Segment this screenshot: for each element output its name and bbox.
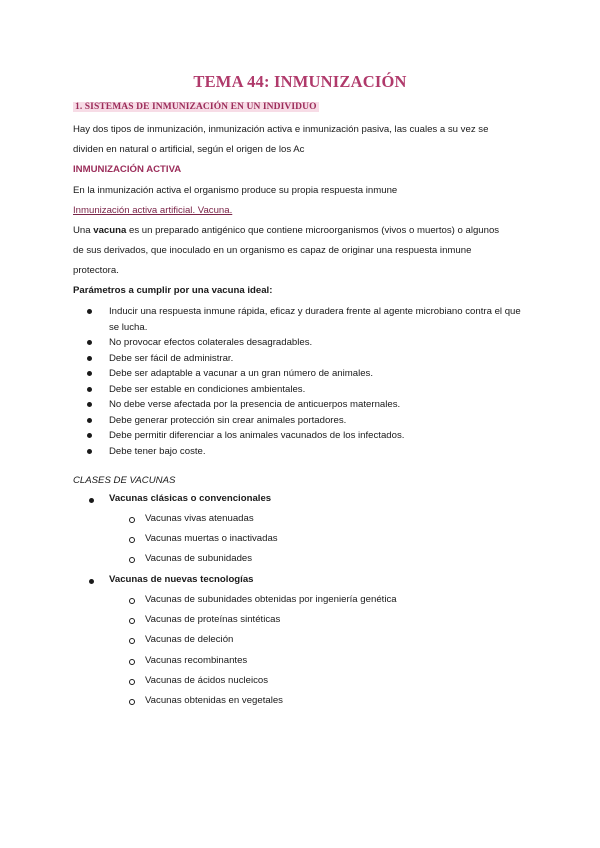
bullet-icon xyxy=(87,371,92,376)
vacuna-definition-line-2: de sus derivados, que inoculado en un organismo es capaz de originar una respuesta inmune xyxy=(73,245,472,256)
definition-rest: es un preparado antigénico que contiene microorganismos (vivos o muertos) o algunos xyxy=(126,225,500,236)
bullet-icon xyxy=(89,498,94,503)
intro-line-2: dividen en natural o artificial, según el origen de los Ac xyxy=(73,144,305,155)
clases-group-1-item: Vacunas muertas o inactivadas xyxy=(145,533,278,544)
definition-prefix: Una xyxy=(73,225,94,236)
vacuna-definition-line-3: protectora. xyxy=(73,265,119,276)
bullet-icon xyxy=(87,356,92,361)
vacuna-definition-line-1 xyxy=(73,225,499,236)
bullet-icon xyxy=(87,340,92,345)
circle-bullet-icon xyxy=(129,598,135,604)
activa-heading: INMUNIZACIÓN ACTIVA xyxy=(73,164,182,175)
intro-line-1: Hay dos tipos de inmunización, inmunización activa e inmunización pasiva, las cuales a su vez se xyxy=(73,124,489,135)
clases-group-1-item: Vacunas de subunidades xyxy=(145,553,253,564)
list-item: Debe permitir diferenciar a los animales vacunados de los infectados. xyxy=(73,428,533,444)
activa-text: En la inmunización activa el organismo produce su propia respuesta inmune xyxy=(73,185,398,196)
clases-group-2-item: Vacunas de subunidades obtenidas por ingeniería genética xyxy=(145,594,397,605)
circle-bullet-icon xyxy=(129,659,135,665)
list-item: Debe tener bajo coste. xyxy=(73,444,533,460)
bullet-icon xyxy=(87,418,92,423)
clases-group-2-item: Vacunas de deleción xyxy=(145,634,234,645)
clases-heading: CLASES DE VACUNAS xyxy=(73,475,176,486)
clases-group-2-item: Vacunas de proteínas sintéticas xyxy=(145,614,281,625)
bullet-icon xyxy=(87,309,92,314)
clases-group-2-item: Vacunas de ácidos nucleicos xyxy=(145,675,269,686)
circle-bullet-icon xyxy=(129,638,135,644)
page-title: TEMA 44: INMUNIZACIÓN xyxy=(193,72,407,91)
bullet-icon xyxy=(87,449,92,454)
bullet-icon xyxy=(87,433,92,438)
list-item: Debe generar protección sin crear animales portadores. xyxy=(73,413,533,429)
list-item: Debe ser fácil de administrar. xyxy=(73,351,533,367)
bullet-icon xyxy=(87,402,92,407)
clases-group-2-item: Vacunas obtenidas en vegetales xyxy=(145,695,283,706)
clases-group-2-label: Vacunas de nuevas tecnologías xyxy=(109,574,254,585)
clases-group-1-item: Vacunas vivas atenuadas xyxy=(145,513,254,524)
parametros-list xyxy=(73,304,533,459)
parametros-heading: Parámetros a cumplir por una vacuna ideal: xyxy=(73,285,273,296)
list-item: No debe verse afectada por la presencia de anticuerpos maternales. xyxy=(73,397,533,413)
circle-bullet-icon xyxy=(129,679,135,685)
bullet-icon xyxy=(89,579,94,584)
clases-group-1-label: Vacunas clásicas o convencionales xyxy=(109,493,272,504)
circle-bullet-icon xyxy=(129,699,135,705)
circle-bullet-icon xyxy=(129,537,135,543)
list-item: Debe ser adaptable a vacunar a un gran número de animales. xyxy=(73,366,533,382)
bullet-icon xyxy=(87,387,92,392)
activa-artificial-link[interactable]: Inmunización activa artificial. Vacuna. xyxy=(73,205,233,216)
list-item: Debe ser estable en condiciones ambientales. xyxy=(73,382,533,398)
list-item: Inducir una respuesta inmune rápida, eficaz y duradera frente al agente microbiano contra el que se lucha. xyxy=(73,304,533,335)
circle-bullet-icon xyxy=(129,618,135,624)
definition-term: vacuna xyxy=(93,225,127,236)
section-heading: 1. SISTEMAS DE INMUNIZACIÓN EN UN INDIVIDUO xyxy=(75,102,317,112)
list-item: No provocar efectos colaterales desagradables. xyxy=(73,335,533,351)
clases-group-2-item: Vacunas recombinantes xyxy=(145,655,248,666)
circle-bullet-icon xyxy=(129,557,135,563)
circle-bullet-icon xyxy=(129,517,135,523)
